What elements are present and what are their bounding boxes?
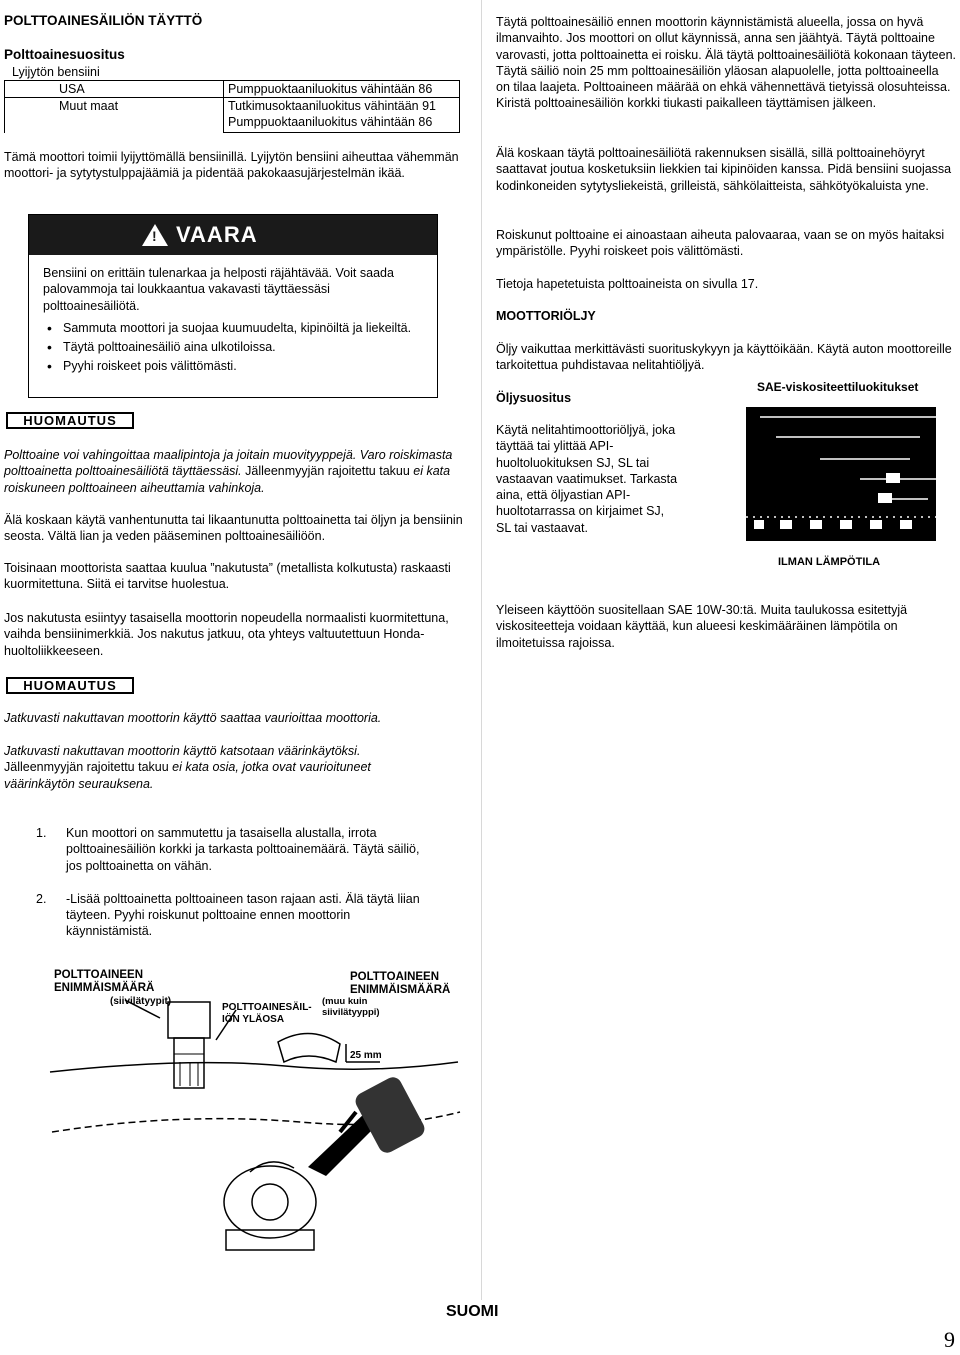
- rating-line: Tutkimusoktaaniluokitus vähintään 91: [228, 99, 436, 113]
- notice-text: Jälleenmyyjän rajoitettu takuu: [4, 760, 173, 775]
- paragraph: Täytä polttoainesäiliö ennen moottorin käynnistämistä alueella, jossa on hyvä ilmanvaihto. Jos moottori on ollut käynnissä, anna sen jäähtyä. Täytä polttoaine varovasti, jotta polttoainetta ei roisku. Älä täytä polttoainesäiliötä kokonaan täyteen. Täytä säiliö noin 25 mm polttoainesäiliön yläosan alapuolelle, jotta polttoaineella on tilaa laajeta. Polttoaineen määrää on ehkä vähennettävä tietyissä olosuhteissa. Kiristä polttoainesäiliön korkki tiukasti paikalleen täyttämisen jälkeen.: [496, 15, 957, 111]
- paragraph: Roiskunut polttoaine ei ainoastaan aiheuta palovaaraa, vaan se on myös haitaksi ympäristölle. Pyyhi roiskeet pois välittömästi.: [496, 228, 945, 259]
- illustration-label: siivilätyyppi): [322, 1007, 380, 1018]
- chart-band: [746, 407, 936, 429]
- oil-heading: MOOTTORIÖLJY: [496, 309, 596, 323]
- chart-xlabel: ILMAN LÄMPÖTILA: [778, 556, 881, 568]
- chart-tick-label: [900, 520, 912, 529]
- warning-bar: [29, 215, 437, 255]
- engine-hood: [250, 1162, 294, 1172]
- paragraph: Öljy vaikuttaa merkittävästi suorituskykyyn ja käyttöikään. Käytä auton moottoreille tarkoitettua puhdistavaa nelitahtiöljyä.: [496, 342, 952, 373]
- page-number: 9: [944, 1327, 955, 1352]
- chart-tick-label: [840, 520, 852, 529]
- oil-recommendation: Käytä nelitahtimoottoriöljyä, joka täyttää tai ylittää API-huoltoluokituksen SJ, SL tai vastaavan vaatimukset. Tarkasta aina, että öljyastian API-huoltotarrassa on kirjaimet SJ, SL tai vastaavat.: [496, 423, 678, 535]
- oil-subheading: Öljysuositus: [496, 391, 572, 405]
- fuel-subheading: Lyijytön bensiini: [12, 65, 100, 79]
- notice-text: ei kata roiskuneen polttoaineen aiheuttamia vahinkoja.: [4, 464, 451, 495]
- warning-label-text: VAARA: [176, 222, 258, 247]
- illustration-label: POLTTOAINEEN: [54, 969, 144, 981]
- step-text: Kun moottori on sammutettu ja tasaisella alustalla, irrota polttoainesäiliön korkki ja tarkasta polttoainemäärä. Täytä säiliö, jos polttoainetta on vähän.: [66, 826, 420, 873]
- page-title: POLTTOAINESÄILIÖN TÄYTTÖ: [4, 13, 203, 28]
- notice-text: Polttoaine voi vahingoittaa maalipintoja ja joitain muovityyppejä. Varo roiskimasta polttoainetta polttoainesäiliötä täyttäessäsi.: [4, 448, 453, 479]
- step-list: [36, 825, 436, 940]
- chart-tick-label: [754, 520, 764, 529]
- rating-cell: [224, 98, 460, 133]
- octane-table: [4, 80, 460, 133]
- warning-box: [28, 214, 438, 398]
- chart-title: SAE-viskositeettiluokitukset: [757, 380, 919, 394]
- illustration-label: (muu kuin: [322, 996, 368, 1007]
- chart-band-label: [886, 473, 900, 483]
- warning-body: [43, 265, 423, 375]
- illustration-label: ENIMMÄISMÄÄRÄ: [54, 982, 155, 994]
- notice-text: Jälleenmyyjän rajoitettu takuu: [241, 464, 414, 479]
- tank-outline: [50, 1062, 458, 1072]
- warning-triangle-icon: !: [142, 224, 168, 246]
- chart-tick-label: [780, 520, 792, 529]
- fuel-paragraph: Tämä moottori toimii lyijyttömällä bensiinillä. Lyijytön bensiini aiheuttaa vähemmän moottori- ja sytytystulppajäämiä ja pidentää pakokaasujärjestelmän ikää.: [4, 150, 459, 181]
- chart-band-label: [878, 493, 892, 503]
- viscosity-chart: [710, 377, 950, 572]
- list-item: • Täytä polttoainesäiliö aina ulkotiloissa.: [43, 339, 423, 355]
- step-number: 1.: [36, 826, 47, 840]
- chart-band: [746, 429, 936, 449]
- footer-language: SUOMI: [446, 1303, 499, 1320]
- filler-neck: [168, 1002, 210, 1038]
- table-row: [5, 98, 460, 133]
- tank-neck: [278, 1033, 340, 1062]
- chart-tick-label: [810, 520, 822, 529]
- illustration-label: 25 mm: [350, 1050, 382, 1061]
- paragraph: Yleiseen käyttöön suositellaan SAE 10W-30:tä. Muita taulukossa esitettyjä viskositeetteja voidaan käyttää, kun alueesi keskimääräinen lämpötila on ilmoitetuissa rajoissa.: [496, 603, 908, 650]
- paragraph: Älä koskaan käytä vanhentunutta tai likaantunutta polttoainetta tai öljyn ja bensiinin seosta. Vältä lian ja veden pääseminen polttoainesäiliöön.: [4, 513, 463, 544]
- engine-flywheel: [252, 1184, 288, 1220]
- paragraph: Toisinaan moottorista saattaa kuulua ”nakutusta” (metallista kolkutusta) raskaasti kuormitettuna. Siitä ei tarvitse huolestua.: [4, 561, 451, 592]
- list-item: • Pyyhi roiskeet pois välittömästi.: [43, 358, 423, 374]
- step-number: 2.: [36, 891, 47, 906]
- illustration-label: POLTTOAINESÄIL-: [222, 1002, 312, 1013]
- paragraph: Tietoja hapetetuista polttoaineista on sivulla 17.: [496, 277, 759, 291]
- warning-intro: Bensiini on erittäin tulenarkaa ja helposti räjähtävää. Voit saada palovammoja tai loukkaantua vakavasti täyttäessäsi polttoainesäiliötä.: [43, 266, 394, 313]
- illustration-label: POLTTOAINEEN: [350, 971, 440, 983]
- illustration-label: (siivilätyypit): [110, 996, 172, 1007]
- paragraph: Jos nakutusta esiintyy tasaisella moottorin nopeudella normaalisti kuormitettuna, vaihda bensiinimerkkiä. Jos nakutus jatkuu, ota yhteys valtuutettuun Honda-huoltoliikkeeseen.: [4, 611, 449, 658]
- notice-paragraph: [4, 447, 474, 496]
- fuel-tank-illustration: [40, 962, 470, 1267]
- rating-line: Pumppuoktaaniluokitus vähintään 86: [228, 115, 433, 129]
- region-cell: USA: [5, 81, 224, 98]
- step-text: -Lisää polttoainetta polttoaineen tason rajaan asti. Älä täytä liian täyteen. Pyyhi roiskunut polttoaine ennen moottorin käynnistämistä.: [66, 891, 420, 939]
- warning-label: [132, 219, 268, 251]
- notice-label: HUOMAUTUS: [6, 677, 134, 694]
- list-item: [36, 825, 436, 874]
- paragraph: Älä koskaan täytä polttoainesäiliötä rakennuksen sisällä, sillä polttoainehöyryt saattavat joutua kosketuksiin liekkien tai kipinöiden kanssa. Pidä bensiini suojassa kodinkoneiden sytytysliekeistä, grilleistä, sähkölaitteista, sähkötyökaluista yne.: [496, 146, 952, 193]
- notice-line: Jatkuvasti nakuttavan moottorin käyttö saattaa vaurioittaa moottoria.: [4, 711, 382, 725]
- fuel-can: [352, 1074, 427, 1156]
- column-divider: [481, 0, 482, 1300]
- engine-base: [226, 1230, 314, 1250]
- notice-text: ei kata osia, jotka ovat vaurioituneet väärinkäytön seurauksena.: [4, 760, 371, 791]
- strainer-mesh: [174, 1054, 204, 1086]
- engine-body: [224, 1166, 316, 1238]
- illustration-label: ENIMMÄISMÄÄRÄ: [350, 984, 451, 996]
- notice-label: HUOMAUTUS: [6, 412, 134, 429]
- rating-cell: Pumppuoktaaniluokitus vähintään 86: [224, 81, 460, 98]
- chart-tick-label: [870, 520, 882, 529]
- warning-bullets: [43, 320, 423, 375]
- fuel-heading: Polttoainesuositus: [4, 47, 125, 62]
- list-item: • Sammuta moottori ja suojaa kuumuudelta, kipinöiltä ja liekeiltä.: [43, 320, 423, 336]
- notice-text: Jatkuvasti nakuttavan moottorin käyttö katsotaan väärinkäytöksi.: [4, 744, 361, 758]
- region-cell: Muut maat: [5, 98, 224, 133]
- notice-paragraph: [4, 743, 444, 792]
- table-row: [5, 81, 460, 98]
- illustration-label: IÖN YLÄOSA: [222, 1014, 285, 1025]
- list-item: [36, 891, 436, 940]
